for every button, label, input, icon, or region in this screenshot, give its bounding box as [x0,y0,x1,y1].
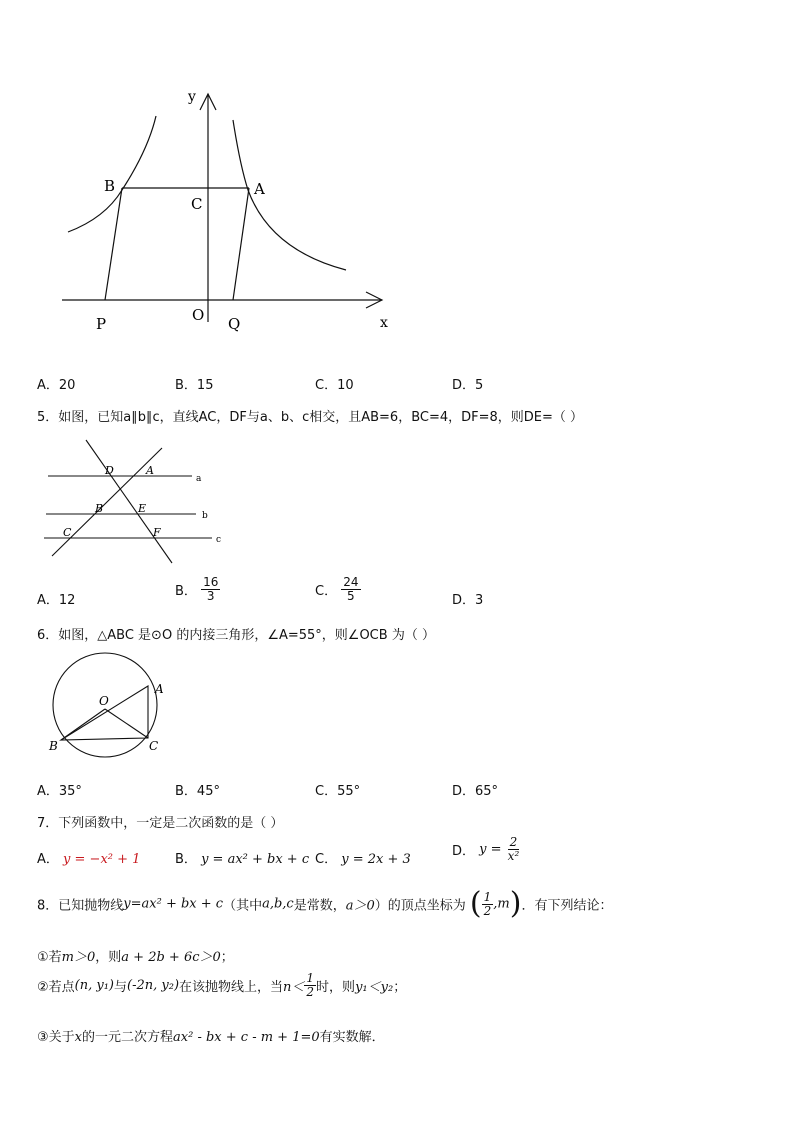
q8-vertex-paren-left: ( [469,886,482,921]
q8-vertex-fraction [482,891,494,918]
q7-option-c-expr: y = 2x + 3 [341,852,411,867]
q8-s3-equation: ax² - bx + c - m + 1=0 [173,1030,320,1045]
label-d: D [105,464,114,477]
segment-oc [105,709,148,738]
q4-option-a[interactable]: A．20 [37,378,76,393]
label-c: C [191,195,203,213]
label-f: F [153,526,161,539]
q8-s1-result: a + 2b + 6c＞0 [121,950,221,965]
q8-s1-prefix: ①若 [37,950,62,965]
q8-statement-2 [37,972,406,999]
label-o: O [192,306,205,324]
label-q: Q [228,315,241,333]
q6-option-d[interactable]: D．65° [452,784,499,799]
q6-option-c[interactable]: C．55° [315,784,361,799]
q7-option-d-lhs: y = [479,842,502,857]
q7-option-b[interactable] [175,848,309,867]
q6-text: 6．如图，△ABC 是⊙O 的内接三角形，∠A=55°，则∠OCB 为（ ） [37,628,435,643]
q8-constants: 是常数， [293,898,346,914]
q7-option-d[interactable] [452,836,521,863]
q8-s2-prefix: ②若点 [37,980,75,995]
q8-s2-result: y₁＜y₂ [355,980,394,995]
hyperbola-right-branch [233,120,346,270]
q8-line-1 [37,886,613,921]
label-line-b: b [202,511,208,521]
figure-parallel-lines [0,430,260,570]
label-o: O [99,694,109,708]
q5-option-b[interactable] [175,576,220,603]
q5-option-c-fraction [341,576,360,603]
q7-option-b-expr: y = ax² + bx + c [201,852,310,867]
segment-ob [61,709,105,740]
q7-option-b-prefix: B． [175,852,197,867]
q5-option-b-num: 16 [203,575,219,589]
label-a: A [155,682,164,696]
q5-option-c-prefix: C． [315,584,338,599]
label-a: A [146,464,154,477]
q8-s2-end: ； [393,980,407,995]
q7-option-a-prefix: A． [37,852,59,867]
figure-hyperbola [0,0,794,360]
q7-option-a[interactable] [37,848,140,867]
q8-s2-den: 2 [306,985,315,999]
segment-bp [105,188,122,300]
q8-s2-and: 与 [114,980,128,995]
q5-option-b-prefix: B． [175,584,197,599]
q7-option-d-den: x² [507,849,520,863]
label-line-a: a [196,474,202,484]
q8-intro: 8．已知抛物线 [37,898,124,914]
label-x: x [380,315,388,331]
q8-s2-n-lt: n＜ [283,980,305,995]
q8-paren-open: （其中 [223,898,263,914]
q5-option-c-den: 5 [347,589,355,603]
label-c: C [149,739,159,753]
q7-option-d-prefix: D． [452,844,476,859]
q8-condition: a＞0 [345,898,375,914]
q6-option-b[interactable]: B．45° [175,784,220,799]
label-a: A [254,180,265,198]
q7-text: 7．下列函数中，一定是二次函数的是（ ） [37,816,284,831]
q8-vertex-m: ,m [493,896,510,912]
label-e: E [138,502,147,515]
label-c: C [63,526,72,539]
q8-statement-3 [37,1026,385,1045]
q7-option-a-expr: y = −x² + 1 [63,852,141,867]
q8-s1-cond: m＞0 [61,950,96,965]
q8-s3-end: 有实数解． [319,1030,385,1045]
q8-vertex-num: 1 [483,889,492,904]
q8-s3-x: x [74,1030,82,1045]
segment-aq [233,188,249,300]
q7-option-c-prefix: C． [315,852,338,867]
q8-vertex-label: ）的顶点坐标为 [374,898,466,914]
q8-vertex-paren-right: ) [509,886,522,921]
q8-s2-num: 1 [306,971,315,985]
q5-option-b-fraction [201,576,220,603]
q8-s2-point1: (n, y₁) [74,978,114,993]
q7-option-c[interactable] [315,848,411,867]
q4-option-c[interactable]: C．10 [315,378,354,393]
q5-option-a[interactable]: A．12 [37,593,76,608]
q5-option-d[interactable]: D．3 [452,593,484,608]
label-line-c: c [216,535,222,545]
q8-parabola-expr: y=ax² + bx + c [123,896,224,912]
label-y: y [188,89,196,105]
q7-option-d-num: 2 [509,835,518,849]
label-b: B [95,502,104,515]
q6-option-a[interactable]: A．35° [37,784,82,799]
q5-text: 5．如图，已知a∥b∥c，直线AC，DF与a、b、c相交，且AB=6，BC=4，DF=8，则DE=（ ） [37,410,584,425]
q8-vertex-den: 2 [483,903,492,918]
q5-option-c[interactable] [315,576,361,603]
q8-conclusions-intro: ．有下列结论： [521,898,613,914]
q8-s1-then: ，则 [95,950,122,965]
q8-s2-then: 时，则 [316,980,356,995]
q4-option-d[interactable]: D．5 [452,378,484,393]
q8-vars: a,b,c [262,896,294,912]
q8-s2-fraction [304,972,316,999]
q8-statement-1 [37,946,234,965]
hyperbola-left-branch [68,116,156,232]
label-b: B [104,177,116,195]
q8-s2-point2: (-2n, y₂) [127,978,180,993]
q4-option-b[interactable]: B．15 [175,378,214,393]
q8-s3-equation-label: 的一元二次方程 [82,1030,174,1045]
figure-circle-triangle [0,650,200,770]
q8-s2-on-parabola: 在该抛物线上，当 [179,980,284,995]
label-b: B [49,739,58,753]
q5-option-b-den: 3 [206,589,215,603]
q5-option-c-num: 24 [343,575,359,589]
q8-s3-prefix: ③关于 [37,1030,75,1045]
q8-s1-end: ； [220,950,234,965]
label-p: P [96,315,107,333]
q7-option-d-fraction [506,836,522,863]
